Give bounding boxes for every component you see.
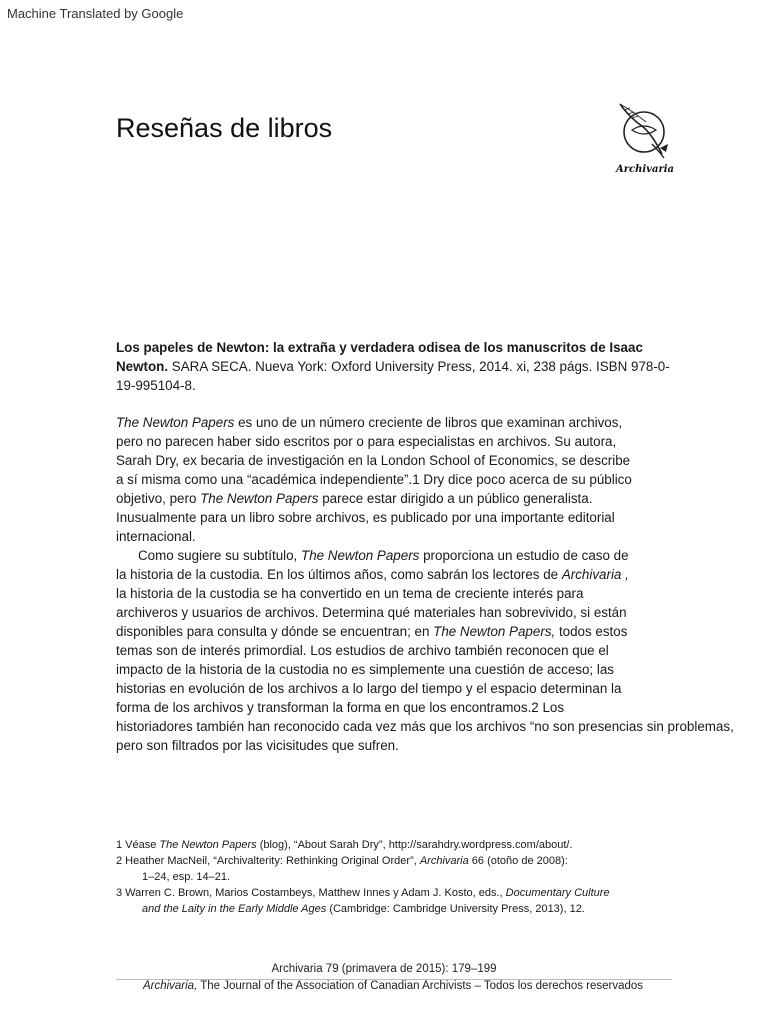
footnote-2-continued: 1–24, esp. 14–21. — [142, 871, 231, 883]
footnote-3-continued: and the Laity in the Early Middle Ages (Cambridge: Cambridge University Press, 2013), 12. — [142, 903, 585, 915]
footnotes — [116, 837, 696, 917]
body-line: todos estos — [555, 624, 628, 639]
italic-title: The Newton Papers — [200, 491, 319, 506]
body-line: Inusualmente para un libro sobre archivos, es publicado por una importante editorial — [116, 510, 615, 525]
review-body — [116, 413, 768, 755]
copyright-line: Archivaria, The Journal of the Association of Canadian Archivists – Todos los derechos reservados — [142, 980, 644, 992]
book-title: Los papeles de Newton: la extraña y verdadera odisea de los manuscritos de Isaac Newton. — [116, 340, 643, 374]
body-line: a sí misma como una “académica independiente”.1 Dry dice poco acerca de su público — [116, 472, 632, 487]
footnote-2: 2 Heather MacNeil, “Archivalterity: Rethinking Original Order”, Archivaria 66 (otoño de 2008): — [116, 855, 568, 867]
body-line: parece estar dirigido a un público generalista. — [318, 491, 593, 506]
italic-title: The Newton Papers, — [433, 624, 556, 639]
quill-seal-icon — [612, 100, 678, 166]
body-line: Como sugiere su subtítulo, — [138, 548, 302, 563]
body-line: archiveros y usuarios de archivos. Determina qué materiales han sobrevivido, si están — [116, 605, 627, 620]
body-line: pero no parecen haber sido escritos por o para especialistas en archivos. Su autora, — [116, 434, 617, 449]
body-line: historiadores también han reconocido cada vez más que los archivos “no son presencias sin problemas, — [116, 719, 734, 734]
body-line: impacto de la historia de la custodia no es simplemente una cuestión de acceso; las — [116, 662, 614, 677]
body-line: temas son de interés primordial. Los estudios de archivo también reconocen que el — [116, 643, 609, 658]
body-line: es uno de un número creciente de libros que examinan archivos, — [234, 415, 623, 430]
body-line: forma de los archivos y transforman la forma en que los encontramos.2 Los — [116, 700, 565, 715]
body-line: disponibles para consulta y dónde se encuentran; en — [116, 624, 434, 639]
body-line: objetivo, pero — [116, 491, 201, 506]
body-line: historias en evolución de los archivos a lo largo del tiempo y el espacio determinan la — [116, 681, 622, 696]
body-line: la historia de la custodia. En los últimos años, como sabrán los lectores de — [116, 567, 562, 582]
body-line: Sarah Dry, ex becaria de investigación en la London School of Economics, se describe — [116, 453, 631, 468]
footnote-3: 3 Warren C. Brown, Marios Costambeys, Matthew Innes y Adam J. Kosto, eds., Documentary Culture — [116, 887, 610, 899]
section-title: Reseñas de libros — [116, 113, 333, 143]
body-line: proporciona un estudio de caso de — [419, 548, 629, 563]
book-details: SARA SECA. Nueva York: Oxford University Press, 2014. xi, 238 págs. ISBN 978-0-19-995104-8. — [116, 359, 670, 393]
logo-text: Archivaria — [615, 164, 675, 175]
archivaria-logo — [612, 100, 678, 180]
machine-translation-banner: Machine Translated by Google — [7, 6, 184, 21]
italic-title: The Newton Papers — [116, 415, 235, 430]
body-line: internacional. — [116, 529, 196, 544]
footnote-1: 1 Véase The Newton Papers (blog), “About Sarah Dry”, http://sarahdry.wordpress.com/about/. — [116, 839, 573, 851]
journal-issue-line: Archivaria 79 (primavera de 2015): 179–199 — [271, 963, 497, 975]
body-line: pero son filtrados por las vicisitudes que sufren. — [116, 738, 399, 753]
body-line: la historia de la custodia se ha convertido en un tema de creciente interés para — [116, 586, 584, 601]
italic-title: The Newton Papers — [301, 548, 420, 563]
italic-title: Archivaria , — [561, 567, 629, 582]
book-citation — [116, 338, 686, 395]
